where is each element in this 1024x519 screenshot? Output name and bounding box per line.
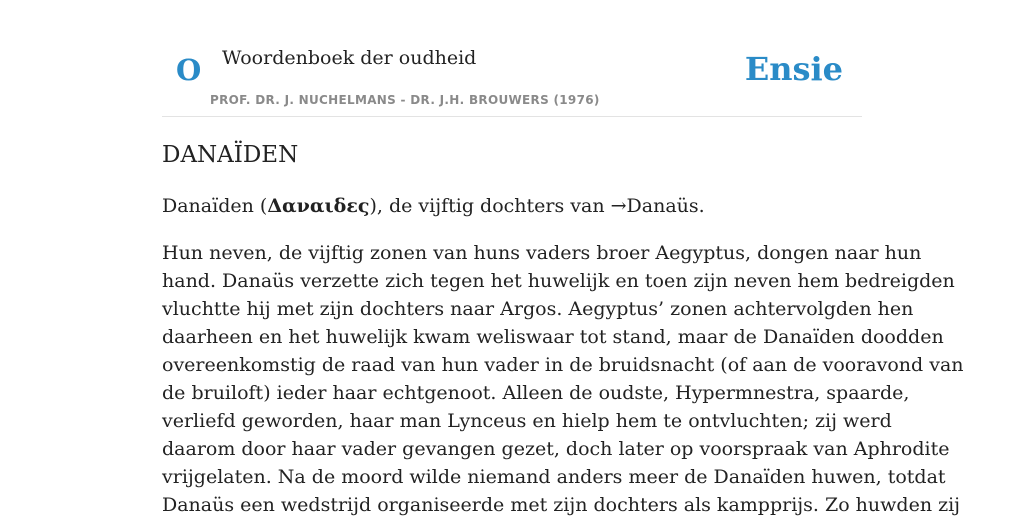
body-line: daarheen en het huwelijk kwam weliswaar tot stand, maar de Danaïden doodden (162, 326, 944, 348)
body-line: verliefd geworden, haar man Lynceus en hielp hem te ontvluchten; zij werd (162, 410, 892, 432)
ensie-logo-link[interactable]: Ensie (744, 50, 843, 88)
lead-text-middle: ), de vijftig dochters van (369, 195, 611, 217)
dictionary-header (162, 0, 862, 117)
greek-term: Δαναιδες (267, 195, 370, 217)
cross-reference-link-danaus[interactable] (611, 195, 699, 217)
lead-text-end: . (698, 195, 705, 217)
body-line: Hun neven, de vijftig zonen van huns vaders broer Aegyptus, dongen naar hun (162, 242, 922, 264)
body-line: Danaüs een wedstrijd organiseerde met zijn dochters als kampprijs. Zo huwden zij (162, 494, 961, 516)
cross-reference-label: Danaüs (626, 195, 699, 217)
body-line: hand. Danaüs verzette zich tegen het huwelijk en toen zijn neven hem bedreigden (162, 270, 955, 292)
body-line: overeenkomstig de raad van hun vader in de bruidsnacht (of aan de vooravond van (162, 354, 964, 376)
entry-lead (162, 192, 705, 220)
arrow-right-icon: → (610, 195, 627, 217)
lead-text-start: Danaïden ( (162, 195, 268, 217)
body-line: de bruiloft) ieder haar echtgenoot. Alleen de oudste, Hypermnestra, spaarde, (162, 382, 910, 404)
body-line: daarom door haar vader gevangen gezet, doch later op voorspraak van Aphrodite (162, 438, 950, 460)
dictionary-title[interactable]: Woordenboek der oudheid (222, 47, 477, 69)
article-page (162, 0, 964, 516)
dictionary-authors: PROF. DR. J. NUCHELMANS - DR. J.H. BROUWERS (1976) (210, 93, 600, 107)
body-line: vrijgelaten. Na de moord wilde niemand anders meer de Danaïden huwen, totdat (162, 466, 946, 488)
entry-title: DANAÏDEN (162, 142, 299, 168)
entry-body (162, 239, 964, 519)
dictionary-logo-letter[interactable]: O (176, 53, 202, 87)
body-line: vluchtte hij met zijn dochters naar Argos. Aegyptus’ zonen achtervolgden hen (162, 298, 914, 320)
